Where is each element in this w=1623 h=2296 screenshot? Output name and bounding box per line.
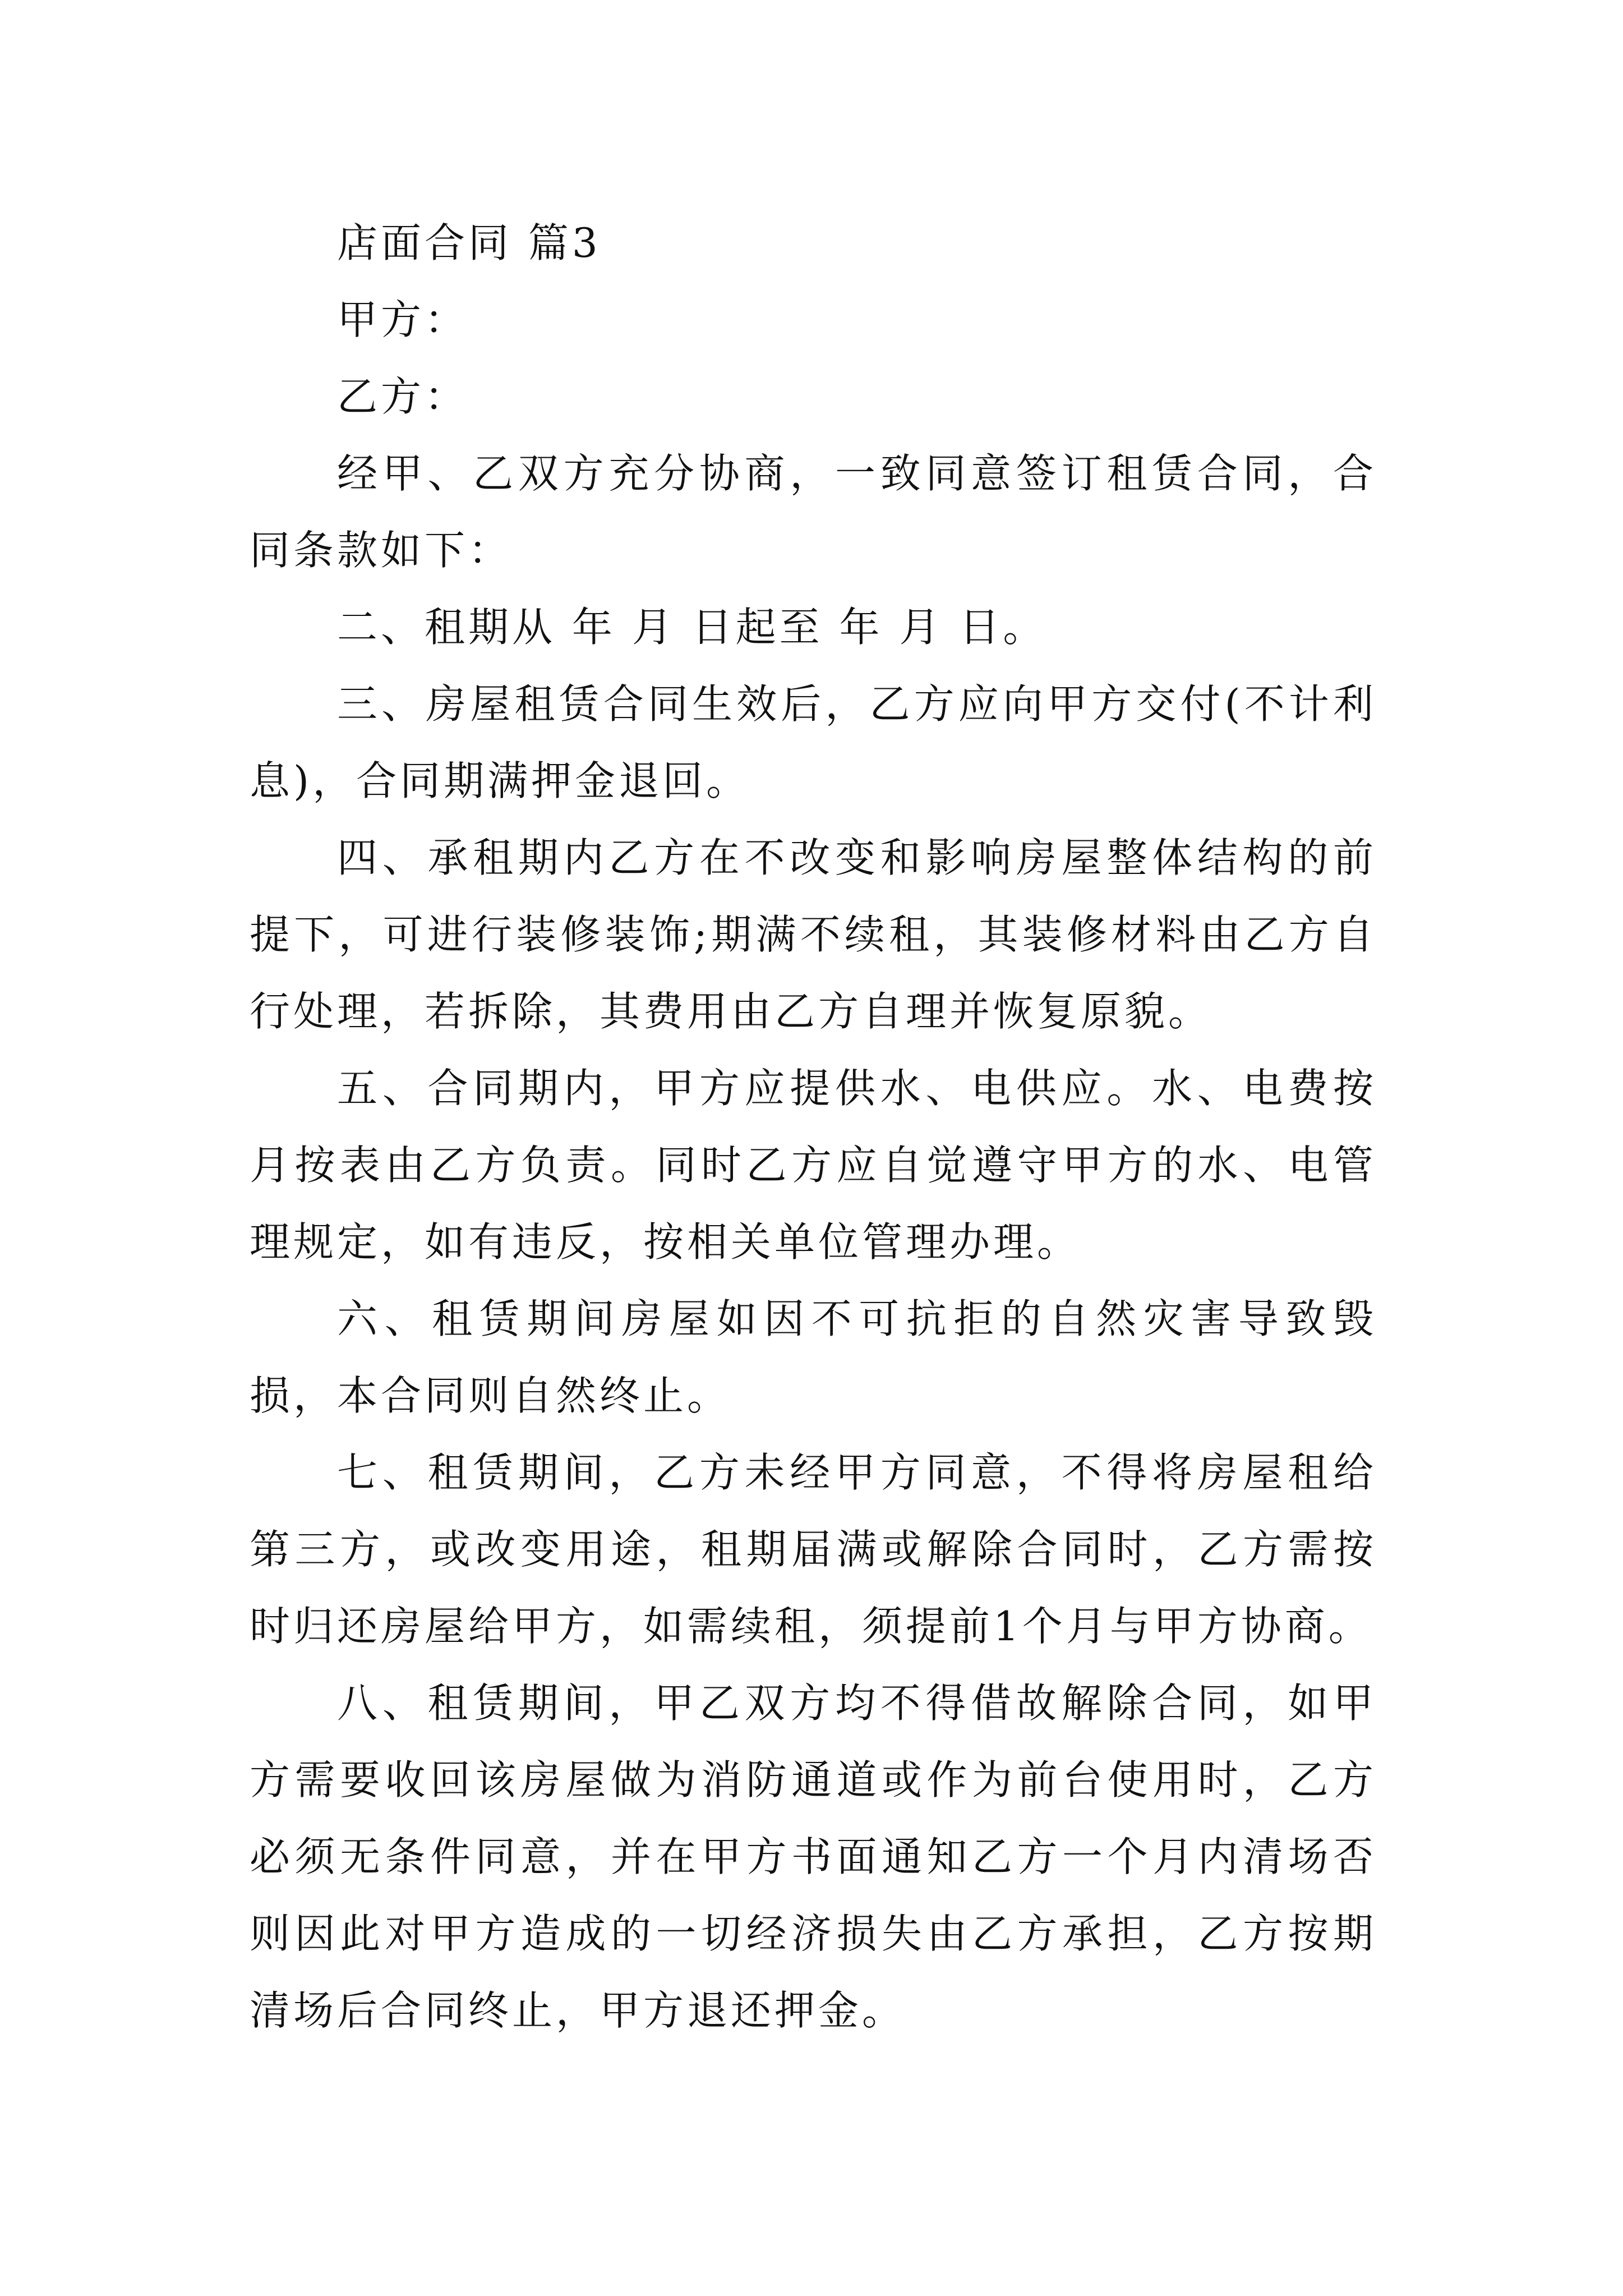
paragraph-clause-2: 二、租期从 年 月 日起至 年 月 日。: [337, 604, 1047, 651]
paragraph-clause-8: 八、租赁期间，甲乙双方均不得借故解除合同，如甲方需要收回该房屋做为消防通道或作为前台使用时，乙方必须无条件同意，并在甲方书面通知乙方一个月内清场否则因此对甲方造成的一切经济损失由乙方承担，乙方按期清场后合同终止，甲方退还押金。: [250, 1680, 1377, 2034]
party-a-line: 甲方：: [337, 296, 469, 343]
party-b-line: 乙方：: [337, 373, 469, 420]
paragraph-clause-4: 四、承租期内乙方在不改变和影响房屋整体结构的前提下，可进行装修装饰;期满不续租，其装修材料由乙方自行处理，若拆除，其费用由乙方自理并恢复原貌。: [250, 834, 1377, 1035]
paragraph-clause-3: 三、房屋租赁合同生效后，乙方应向甲方交付(不计利息)，合同期满押金退回。: [250, 680, 1377, 804]
paragraph-intro: 经甲、乙双方充分协商，一致同意签订租赁合同，合同条款如下：: [250, 450, 1377, 574]
paragraph-clause-5: 五、合同期内，甲方应提供水、电供应。水、电费按月按表由乙方负责。同时乙方应自觉遵守甲方的水、电管理规定，如有违反，按相关单位管理办理。: [250, 1065, 1377, 1266]
paragraph-clause-6: 六、租赁期间房屋如因不可抗拒的自然灾害导致毁损，本合同则自然终止。: [250, 1295, 1377, 1419]
document-body: [250, 205, 1377, 2049]
document-title: 店面合同 篇3: [337, 219, 601, 266]
paragraph-clause-7: 七、租赁期间，乙方未经甲方同意，不得将房屋租给第三方，或改变用途，租期届满或解除合同时，乙方需按时归还房屋给甲方，如需续租，须提前1个月与甲方协商。: [250, 1449, 1377, 1650]
